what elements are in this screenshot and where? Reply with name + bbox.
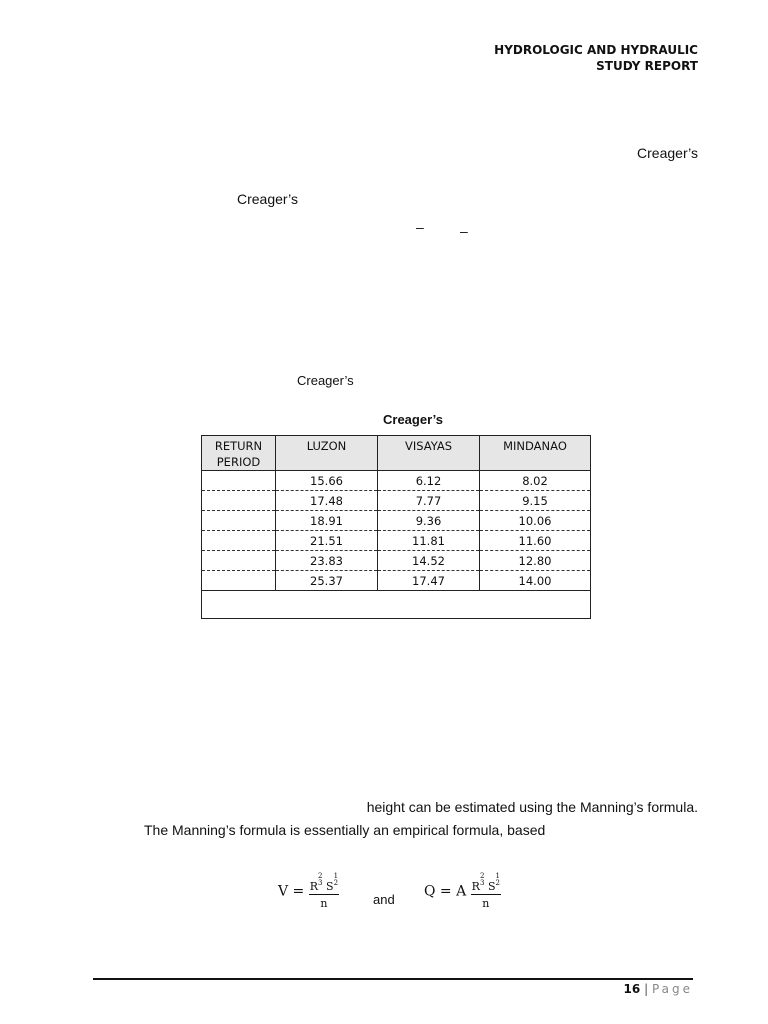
table-caption: Creager’s <box>383 412 443 427</box>
table-row <box>202 471 591 491</box>
body-text-line-1: height can be estimated using the Manning’s formula. <box>366 799 698 815</box>
formula-fraction <box>471 873 501 910</box>
footer-rule <box>93 978 693 980</box>
cell-visayas: 14.52 <box>378 551 480 571</box>
formula-s: S <box>487 880 496 893</box>
formula-and: and <box>373 892 395 907</box>
header-return-period: RETURN PERIOD <box>202 436 276 471</box>
cell-luzon: 25.37 <box>276 571 378 591</box>
formula-n: n <box>320 897 328 910</box>
cell-mindanao: 9.15 <box>480 491 591 511</box>
cell-visayas: 11.81 <box>378 531 480 551</box>
cell-return-period <box>202 571 276 591</box>
page-footer <box>624 982 693 996</box>
cell-visayas: 7.77 <box>378 491 480 511</box>
formula-q-lhs: Q = A <box>424 883 467 900</box>
discharge-formula <box>424 873 501 910</box>
formula-fraction <box>309 873 339 910</box>
cell-mindanao: 14.00 <box>480 571 591 591</box>
cell-return-period <box>202 511 276 531</box>
header-title-line2: STUDY REPORT <box>596 59 698 73</box>
header-title-line1: HYDROLOGIC AND HYDRAULIC <box>494 43 698 57</box>
formula-r: R <box>309 880 319 893</box>
page-number: 16 <box>623 982 641 996</box>
table-row <box>202 551 591 571</box>
cell-luzon: 17.48 <box>276 491 378 511</box>
cell-luzon: 18.91 <box>276 511 378 531</box>
cell-visayas: 17.47 <box>378 571 480 591</box>
exp-r-den: 3 <box>479 879 485 887</box>
formula-r: R <box>471 880 480 893</box>
cell-visayas: 6.12 <box>378 471 480 491</box>
cell-mindanao: 8.02 <box>480 471 591 491</box>
header-visayas: VISAYAS <box>378 436 480 471</box>
text-fragment-dash-2: – <box>460 223 468 239</box>
formula-v-lhs: V = <box>278 883 305 900</box>
cell-return-period <box>202 531 276 551</box>
cell-visayas: 9.36 <box>378 511 480 531</box>
cell-mindanao: 12.80 <box>480 551 591 571</box>
header-luzon: LUZON <box>276 436 378 471</box>
text-fragment-creager-1: Creager’s <box>637 145 698 161</box>
cell-return-period <box>202 551 276 571</box>
report-header <box>494 42 698 74</box>
cell-return-period <box>202 471 276 491</box>
cell-luzon: 23.83 <box>276 551 378 571</box>
exp-s-den: 2 <box>333 879 339 887</box>
table-row <box>202 491 591 511</box>
formula-s: S <box>326 880 334 893</box>
page-label: Page <box>651 982 693 996</box>
formula-n: n <box>482 897 490 910</box>
table-empty-cell <box>202 591 591 619</box>
table-row <box>202 531 591 551</box>
header-mindanao: MINDANAO <box>480 436 591 471</box>
exp-s-den: 2 <box>495 879 500 887</box>
table-row <box>202 571 591 591</box>
exp-r-num: 2 <box>479 872 485 880</box>
table-header-row <box>202 436 591 471</box>
cell-return-period <box>202 491 276 511</box>
exp-r-num: 2 <box>318 872 323 880</box>
creager-coefficient-table <box>201 435 591 619</box>
exp-s-num: 1 <box>333 872 339 880</box>
text-fragment-creager-3: Creager’s <box>297 373 354 388</box>
velocity-formula <box>278 873 339 910</box>
body-text-line-2: The Manning’s formula is essentially an empirical formula, based <box>144 822 546 838</box>
exp-s-num: 1 <box>495 872 500 880</box>
text-fragment-dash-1: – <box>416 219 424 235</box>
cell-luzon: 15.66 <box>276 471 378 491</box>
cell-mindanao: 11.60 <box>480 531 591 551</box>
footer-separator: | <box>644 982 649 996</box>
cell-mindanao: 10.06 <box>480 511 591 531</box>
cell-luzon: 21.51 <box>276 531 378 551</box>
table-empty-row <box>202 591 591 619</box>
table-row <box>202 511 591 531</box>
text-fragment-creager-2: Creager’s <box>237 191 298 207</box>
exp-r-den: 3 <box>318 879 323 887</box>
